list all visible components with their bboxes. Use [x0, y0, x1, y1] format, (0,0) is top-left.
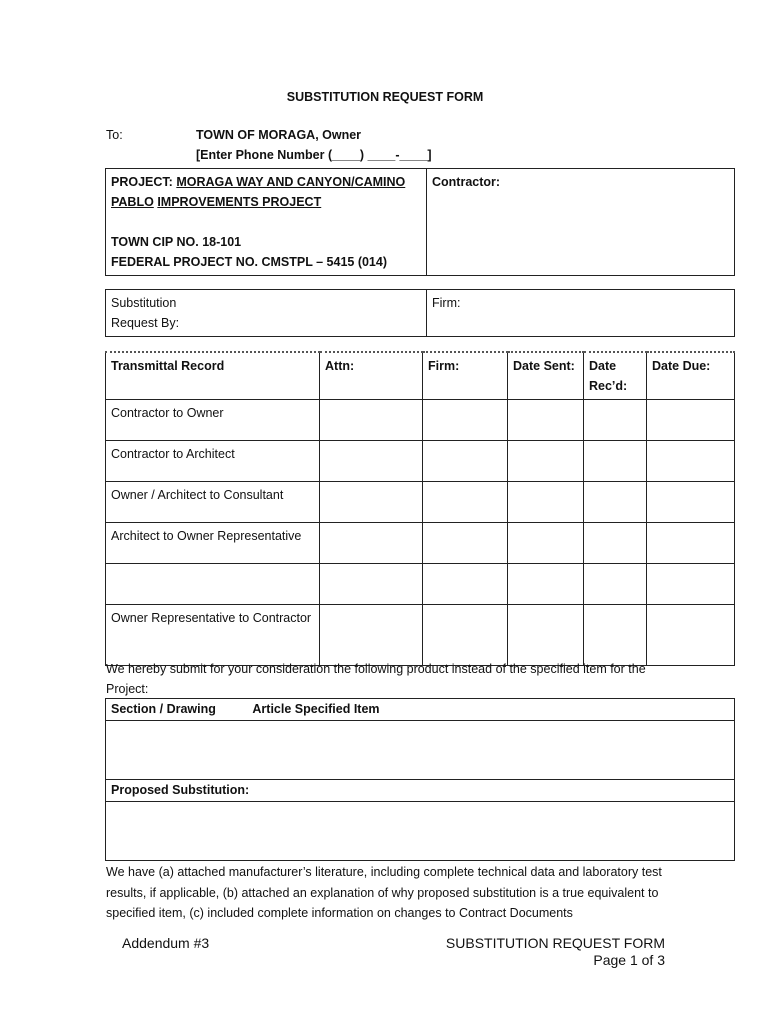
row-label: Owner Representative to Contractor: [106, 605, 320, 666]
row-label: Contractor to Owner: [106, 400, 320, 441]
row-label[interactable]: [106, 564, 320, 605]
section-drawing-label: Section / Drawing: [111, 702, 216, 716]
request-box: [105, 289, 735, 337]
date-due-cell[interactable]: [647, 441, 735, 482]
attached-statement: We have (a) attached manufacturer’s literature, including complete technical data and laboratory test results, if applicable, (b) attached an explanation of why proposed substitution is a true equivalent to specified item, (c) included complete information on changes to Contract Documents: [106, 865, 662, 920]
date-recd-cell[interactable]: [584, 564, 647, 605]
date-sent-cell[interactable]: [508, 605, 584, 666]
header-date-sent: Date Sent:: [508, 352, 584, 400]
attn-cell[interactable]: [320, 482, 423, 523]
footer-addendum: Addendum #3: [122, 935, 210, 951]
proposed-substitution-label: Proposed Substitution:: [106, 780, 735, 802]
footer-form-name: SUBSTITUTION REQUEST FORM: [445, 935, 665, 951]
attn-cell[interactable]: [320, 400, 423, 441]
transmittal-table: [105, 351, 735, 666]
attn-cell[interactable]: [320, 523, 423, 564]
header-attn: Attn:: [320, 352, 423, 400]
header-transmittal-record: Transmittal Record: [106, 352, 320, 400]
project-cell: [106, 169, 427, 276]
item-header-cell: [106, 699, 735, 721]
date-recd-cell[interactable]: [584, 400, 647, 441]
date-sent-cell[interactable]: [508, 564, 584, 605]
project-box: [105, 168, 735, 276]
date-sent-cell[interactable]: [508, 482, 584, 523]
table-row: [106, 400, 735, 441]
item-table: [105, 698, 735, 861]
project-name-line1: MORAGA WAY AND CANYON/CAMINO: [176, 175, 406, 189]
table-row: [106, 441, 735, 482]
specified-item-field[interactable]: [106, 721, 735, 780]
date-due-cell[interactable]: [647, 400, 735, 441]
row-label: Architect to Owner Representative: [106, 523, 320, 564]
firm-cell[interactable]: [423, 523, 508, 564]
table-row: [106, 482, 735, 523]
date-due-cell[interactable]: [647, 482, 735, 523]
date-recd-cell[interactable]: [584, 605, 647, 666]
date-due-cell[interactable]: [647, 605, 735, 666]
proposed-substitution-field[interactable]: [106, 802, 735, 861]
attn-cell[interactable]: [320, 564, 423, 605]
date-sent-cell[interactable]: [508, 441, 584, 482]
attn-cell[interactable]: [320, 605, 423, 666]
date-sent-cell[interactable]: [508, 400, 584, 441]
project-name-line2b: IMPROVEMENTS PROJECT: [157, 195, 322, 209]
date-recd-cell[interactable]: [584, 482, 647, 523]
table-row: [106, 564, 735, 605]
contractor-label: Contractor:: [432, 175, 501, 189]
date-recd-cell[interactable]: [584, 523, 647, 564]
footer-page-number: Page 1 of 3: [593, 952, 665, 968]
firm-cell[interactable]: [423, 400, 508, 441]
owner-name: TOWN OF MORAGA, Owner: [196, 128, 362, 142]
request-label-2: Request By:: [111, 316, 180, 330]
firm-cell[interactable]: [423, 605, 508, 666]
date-sent-cell[interactable]: [508, 523, 584, 564]
date-due-cell[interactable]: [647, 523, 735, 564]
request-firm-label: Firm:: [432, 296, 461, 310]
federal-project-number: FEDERAL PROJECT NO. CMSTPL – 5415 (014): [111, 255, 388, 269]
request-label-1: Substitution: [111, 296, 177, 310]
date-recd-cell[interactable]: [584, 441, 647, 482]
firm-cell[interactable]: [423, 564, 508, 605]
table-row: [106, 605, 735, 666]
table-row: [106, 523, 735, 564]
owner-phone: [Enter Phone Number (____) ____-____]: [196, 148, 432, 162]
project-name-line2a: PABLO: [111, 195, 154, 209]
transmittal-header-row: [106, 352, 735, 400]
request-by-cell[interactable]: [106, 290, 427, 337]
project-prefix: PROJECT:: [111, 175, 173, 189]
article-label: Article: [252, 702, 292, 716]
firm-cell[interactable]: [423, 441, 508, 482]
contractor-cell[interactable]: [427, 169, 735, 276]
row-label: Owner / Architect to Consultant: [106, 482, 320, 523]
header-date-recd: Date Rec’d:: [584, 352, 647, 400]
to-label: To:: [106, 128, 123, 142]
row-label: Contractor to Architect: [106, 441, 320, 482]
date-due-cell[interactable]: [647, 564, 735, 605]
cip-number: TOWN CIP NO. 18-101: [111, 235, 242, 249]
header-firm: Firm:: [423, 352, 508, 400]
specified-item-label: Specified Item: [294, 702, 380, 716]
submit-statement: We hereby submit for your consideration the following product instead of the specified item for the Project:: [106, 662, 646, 696]
attn-cell[interactable]: [320, 441, 423, 482]
header-date-due: Date Due:: [647, 352, 735, 400]
page-title: SUBSTITUTION REQUEST FORM: [286, 90, 484, 104]
firm-cell[interactable]: [423, 482, 508, 523]
request-firm-cell[interactable]: [427, 290, 735, 337]
